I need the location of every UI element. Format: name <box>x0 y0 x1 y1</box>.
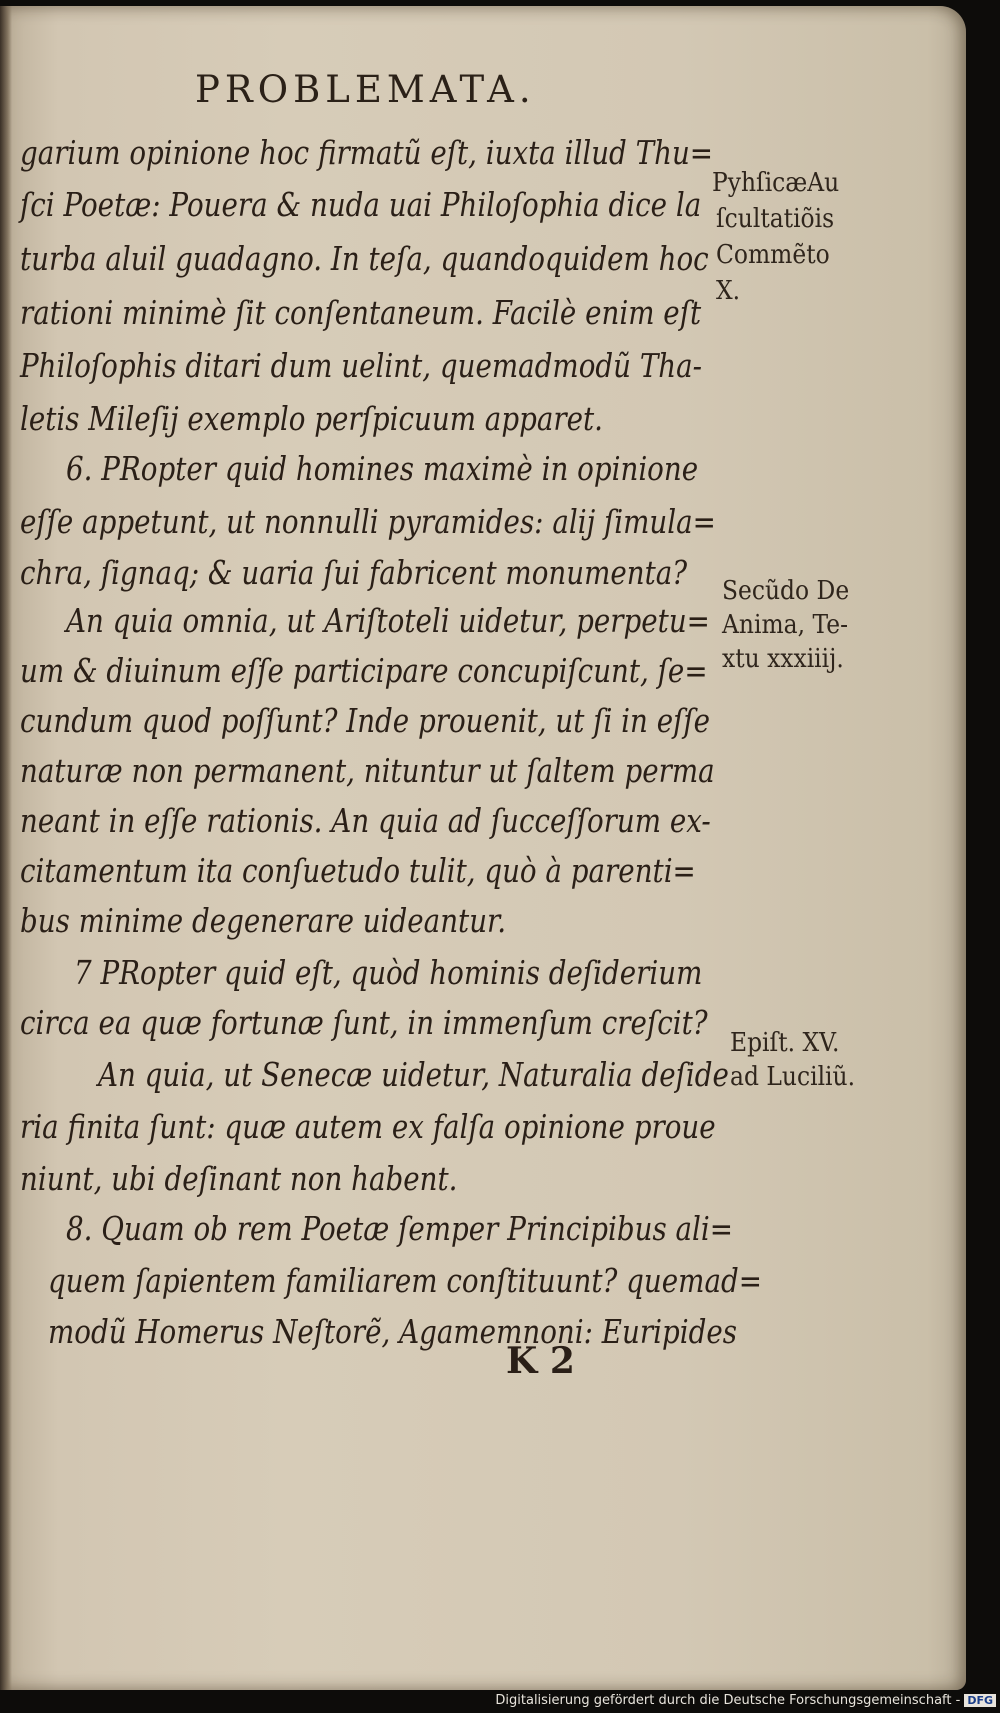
margin-note-line: Commẽto <box>716 240 830 270</box>
text-line: 7 PRopter quid eſt, quòd hominis deſiderium <box>74 953 703 992</box>
text-line: neant in eſſe rationis. An quia ad ſucceſſorum ex- <box>20 801 711 840</box>
text-line: Philoſophis ditari dum uelint, quemadmodũ Tha- <box>20 346 703 385</box>
book-page <box>0 6 966 1690</box>
text-line: naturæ non permanent, nituntur ut ſaltem perma <box>20 751 715 790</box>
text-line: niunt, ubi deſinant non habent. <box>20 1159 458 1198</box>
margin-note-line: X. <box>716 276 741 306</box>
margin-note-line: PyhſicæAu <box>712 168 840 198</box>
text-line: circa ea quæ fortunæ ſunt, in immenſum creſcit? <box>20 1003 708 1042</box>
dfg-logo: DFG <box>964 1694 996 1707</box>
text-line: 6. PRopter quid homines maximè in opinione <box>66 449 699 488</box>
digitization-credit <box>495 1693 996 1708</box>
text-line: quem ſapientem familiarem conſtituunt? quemad= <box>48 1261 762 1300</box>
text-line: letis Mileſij exemplo perſpicuum apparet. <box>20 399 603 438</box>
text-line: um & diuinum eſſe participare concupiſcunt, ſe= <box>20 651 708 690</box>
text-line: citamentum ita conſuetudo tulit, quò à parenti= <box>20 851 696 890</box>
margin-note-line: Epiſt. XV. <box>730 1028 840 1058</box>
text-line: eſſe appetunt, ut nonnulli pyramides: alij ſimula= <box>20 502 716 541</box>
text-line: An quia omnia, ut Ariſtoteli uidetur, perpetu= <box>66 601 710 640</box>
credit-text: Digitalisierung gefördert durch die Deutsche Forschungsgemeinschaft - <box>495 1693 961 1708</box>
margin-note-line: ſcultatiõis <box>716 204 835 234</box>
text-line: modũ Homerus Neſtorẽ, Agamemnoni: Euripides <box>48 1312 737 1351</box>
margin-note-line: xtu xxxiiij. <box>722 644 844 674</box>
text-line: ſci Poetæ: Pouera & nuda uai Philoſophia dice la <box>20 185 702 224</box>
text-line: bus minime degenerare uideantur. <box>20 901 507 940</box>
text-line: ria finita ſunt: quæ autem ex falſa opinione proue <box>20 1107 716 1146</box>
margin-note-line: Anima, Te- <box>722 610 849 640</box>
text-line: 8. Quam ob rem Poetæ ſemper Principibus ali= <box>66 1209 733 1248</box>
text-line: An quia, ut Senecæ uidetur, Naturalia deſide <box>98 1055 729 1094</box>
margin-note-line: Secũdo De <box>722 576 850 606</box>
text-line: turba aluil guadagno. In teſa, quandoquidem hoc <box>20 239 709 278</box>
text-line: chra, ſignaq; & uaria ſui fabricent monumenta? <box>20 553 688 592</box>
text-line: cundum quod poſſunt? Inde prouenit, ut ſi in eſſe <box>20 701 711 740</box>
text-line: garium opinione hoc firmatũ eſt, iuxta illud Thu= <box>20 133 714 172</box>
running-header: PROBLEMATA. <box>195 68 536 111</box>
text-line: rationi minimè ſit conſentaneum. Facilè enim eſt <box>20 293 702 332</box>
signature-mark: K 2 <box>506 1340 575 1382</box>
margin-note-line: ad Luciliũ. <box>730 1062 856 1092</box>
